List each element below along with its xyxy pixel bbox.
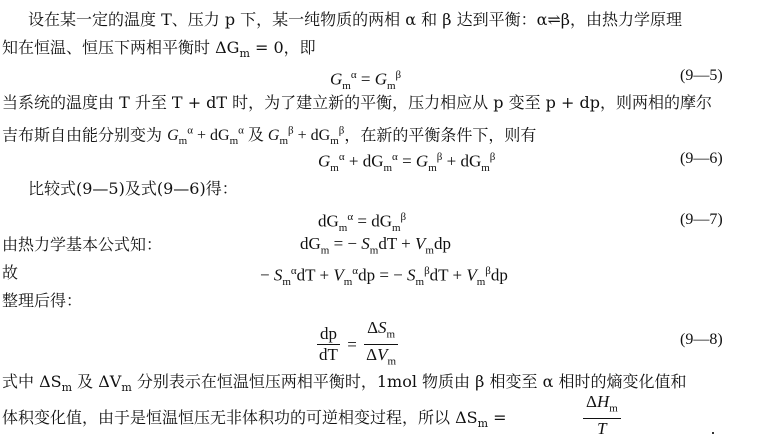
subscript-m-4: m <box>477 417 489 431</box>
equation-number-9-5: (9—5) <box>680 67 723 84</box>
fraction-numerator: dp <box>317 324 340 345</box>
equation-number-9-6: (9—6) <box>680 150 723 167</box>
line-2-tail: = 0，即 <box>249 38 316 57</box>
fraction-dH-T <box>583 392 621 439</box>
equation-therefore: − $S_m^\alpha dT + V_m^\alpha dp$ = − $S_m^\beta dT + V_m^\beta dp$ <box>260 265 508 289</box>
line-4-tail: ，在新的平衡条件下，则有 <box>344 125 537 145</box>
fraction-denominator: dT <box>319 345 338 365</box>
equation-last-fraction <box>580 392 624 439</box>
line-4-inline-math: $G_m^\alpha + dG_m^\alpha$ 及 $G_m^\beta + dG_m^\beta$ <box>167 125 345 148</box>
equation-9-5: $G_m^\alpha = G_m^\beta$ <box>330 69 402 93</box>
fraction-denominator-3: T <box>597 419 607 439</box>
equation-9-8: $\frac{dp}{dT}$ = $\frac{\Delta S_m}{\Delta V_m}$ <box>314 318 401 372</box>
paragraph-line-3: 当系统的温度由 T 升至 T + dT 时，为了建立新的平衡，压力相应从 p 变至 p + dp，则两相的摩尔 <box>2 93 712 112</box>
fraction-denominator-2: $\Delta V_m$ <box>366 345 397 368</box>
paragraph-line-7: 故 <box>2 263 19 282</box>
paragraph-line-2 <box>2 38 316 64</box>
equation-number-9-8: (9—8) <box>680 331 723 348</box>
line-10-a: 体积变化值，由于是恒温恒压无非体积功的可逆相变过程，所以 ΔS <box>2 408 478 427</box>
fraction-dp-dT <box>317 324 340 365</box>
equation-9-6: $G_m^\alpha + dG_m^\alpha = G_m^\beta + dG_m^\beta$ <box>318 151 496 175</box>
fraction-numerator-2: $\Delta S_m$ <box>364 318 398 345</box>
subscript-m: m <box>239 47 250 61</box>
line-9-a: 式中 ΔS <box>2 372 62 391</box>
equation-9-7: $dG_m^\alpha = dG_m^\beta$ <box>318 211 407 235</box>
equation-number-9-7: (9—7) <box>680 211 723 228</box>
fraction-dS-dV <box>364 318 398 372</box>
line-9-b: 及 ΔV <box>72 372 122 391</box>
fraction-numerator-3: $\Delta H_m$ <box>583 392 621 419</box>
paragraph-line-10 <box>2 408 507 434</box>
paragraph-line-6: 由热力学基本公式知： <box>2 235 163 254</box>
line-9-c: 分别表示在恒温恒压两相平衡时，1mol 物质由 β 相变至 α 相时的熵变化值和 <box>131 372 687 391</box>
line-10-b: = <box>488 408 507 427</box>
paragraph-line-8: 整理后得： <box>2 291 83 310</box>
paragraph-line-5: 比较式(9—5)及式(9—6)得： <box>28 179 238 198</box>
subscript-m-2: m <box>61 381 73 395</box>
scan-speck <box>712 432 714 434</box>
paragraph-line-1: 设在某一定的温度 T、压力 p 下，某一纯物质的两相 α 和 β 达到平衡：α⇌β，由热力学原理 <box>28 10 683 29</box>
line-4-text: 吉布斯自由能分别变为 <box>2 125 168 145</box>
subscript-m-3: m <box>121 381 132 395</box>
equation-basic: $dG_m$ = − $S_mdT + V_mdp$ <box>300 234 451 257</box>
line-2-text: 知在恒温、恒压下两相平衡时 ΔG <box>2 38 240 57</box>
